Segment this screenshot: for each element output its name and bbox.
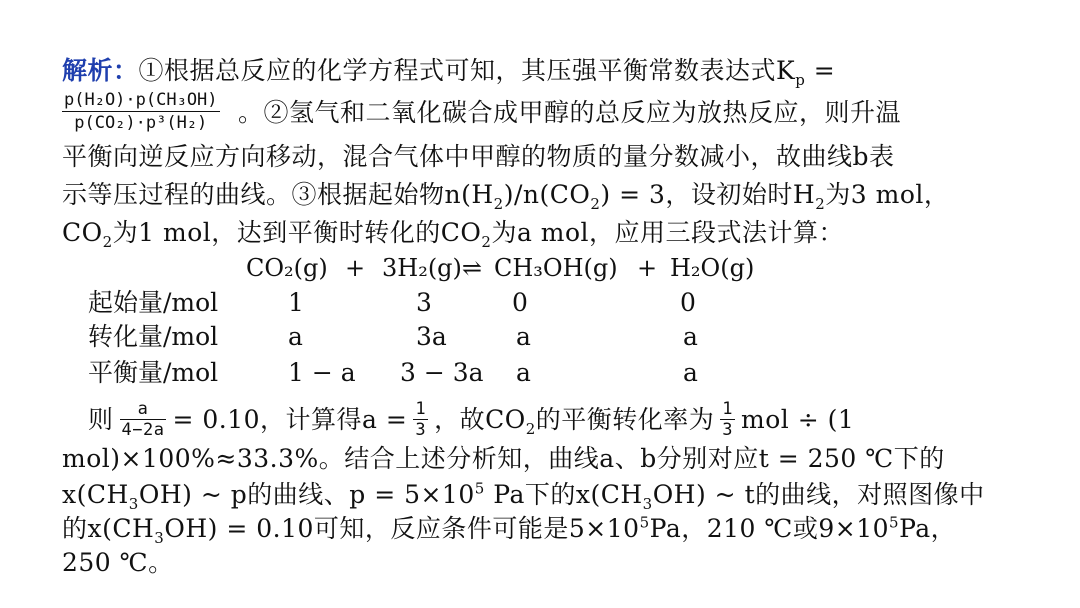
analysis-text: OH) ~ p的曲线、p = 5×10 bbox=[138, 480, 475, 509]
table-cell: 1 − a bbox=[288, 358, 356, 387]
superscript: 5 bbox=[474, 479, 485, 498]
fraction-denominator: 3 bbox=[415, 420, 427, 440]
table-cell: a bbox=[516, 358, 531, 387]
analysis-text: 250 ℃。 bbox=[62, 548, 174, 577]
analysis-text: 则 bbox=[88, 405, 114, 434]
subscript: 3 bbox=[642, 495, 653, 513]
subscript: 2 bbox=[102, 233, 113, 251]
table-cell: a bbox=[288, 322, 303, 351]
analysis-text: 示等压过程的曲线。③根据起始物n(H bbox=[62, 180, 494, 209]
kp-subscript: p bbox=[795, 71, 806, 89]
equation-h2o: H₂O(g) bbox=[670, 254, 755, 282]
analysis-text: OH) ~ t的曲线，对照图像中 bbox=[652, 480, 985, 509]
equation-plus-2: + bbox=[637, 254, 658, 282]
equals-sign: = bbox=[805, 56, 836, 85]
equation-h2: 3H₂(g)⇌ bbox=[382, 254, 483, 282]
analysis-line-11 bbox=[62, 444, 945, 474]
analysis-text: 。②氢气和二氧化碳合成甲醇的总反应为放热反应，则升温 bbox=[238, 98, 902, 127]
equation-co2: CO₂(g) bbox=[246, 254, 328, 282]
analysis-text: Pa下的x(CH bbox=[484, 480, 643, 509]
analysis-line-12 bbox=[62, 479, 985, 513]
analysis-line-2 bbox=[238, 98, 901, 128]
row-label-equilibrium: 平衡量/mol bbox=[88, 358, 219, 387]
analysis-text: mol ÷ (1 bbox=[741, 405, 855, 434]
analysis-text: ) = 3，设初始时H bbox=[600, 180, 816, 209]
fraction-numerator: 1 bbox=[722, 399, 734, 419]
one-third-fraction bbox=[413, 399, 428, 440]
kp-fraction bbox=[62, 89, 220, 134]
analysis-text: Pa， bbox=[899, 514, 957, 543]
equation-ch3oh: CH₃OH(g) bbox=[494, 254, 618, 282]
analysis-text: ①根据总反应的化学方程式可知，其压强平衡常数表达式K bbox=[138, 56, 796, 85]
analysis-line-13 bbox=[62, 513, 957, 547]
table-cell: 0 bbox=[512, 288, 528, 317]
analysis-text: 的x(CH bbox=[62, 514, 155, 543]
table-cell: 0 bbox=[680, 288, 696, 317]
analysis-text: mol)×100%≈33.3%。结合上述分析知，曲线a、b分别对应t = 250 ℃下的 bbox=[62, 444, 945, 473]
subscript: 3 bbox=[128, 495, 139, 513]
analysis-text: ，故CO bbox=[434, 405, 526, 434]
one-third-fraction bbox=[720, 399, 735, 440]
analysis-text: 的平衡转化率为 bbox=[535, 405, 715, 434]
fraction-numerator: a bbox=[120, 399, 167, 420]
analysis-line-14 bbox=[62, 548, 174, 578]
row-label-initial: 起始量/mol bbox=[88, 288, 219, 317]
superscript: 5 bbox=[639, 513, 650, 532]
analysis-text: OH) = 0.10可知，反应条件可能是5×10 bbox=[164, 514, 640, 543]
ratio-fraction bbox=[120, 399, 167, 440]
kp-denominator: p(CO₂)·p³(H₂) bbox=[74, 113, 208, 133]
table-cell: 1 bbox=[288, 288, 304, 317]
table-cell: a bbox=[516, 322, 531, 351]
analysis-text: x(CH bbox=[62, 480, 129, 509]
table-cell: 3 bbox=[416, 288, 432, 317]
subscript: 2 bbox=[590, 195, 601, 213]
analysis-text: 为a mol，应用三段式法计算： bbox=[491, 218, 845, 247]
table-cell: a bbox=[683, 358, 698, 387]
analysis-label: 解析： bbox=[62, 56, 139, 85]
analysis-text: )/n(CO bbox=[503, 180, 591, 209]
table-cell: 3 − 3a bbox=[400, 358, 484, 387]
analysis-line-1 bbox=[62, 56, 836, 89]
subscript: 2 bbox=[525, 420, 536, 438]
analysis-text: 为1 mol，达到平衡时转化的CO bbox=[112, 218, 482, 247]
table-cell: 3a bbox=[416, 322, 447, 351]
analysis-text: 为3 mol， bbox=[825, 180, 950, 209]
analysis-text: CO bbox=[62, 218, 103, 247]
subscript: 2 bbox=[493, 195, 504, 213]
superscript: 5 bbox=[889, 513, 900, 532]
subscript: 2 bbox=[815, 195, 826, 213]
analysis-line-3 bbox=[62, 142, 895, 172]
analysis-text: 平衡向逆反应方向移动，混合气体中甲醇的物质的量分数减小，故曲线b表 bbox=[62, 142, 895, 171]
equation-plus-1: + bbox=[345, 254, 366, 282]
table-cell: a bbox=[683, 322, 698, 351]
fraction-denominator: 4−2a bbox=[121, 420, 165, 440]
fraction-denominator: 3 bbox=[722, 420, 734, 440]
analysis-text: = 0.10，计算得a = bbox=[172, 405, 408, 434]
subscript: 3 bbox=[154, 529, 165, 547]
analysis-text: Pa，210 ℃或9×10 bbox=[649, 514, 890, 543]
fraction-numerator: 1 bbox=[415, 399, 427, 419]
analysis-line-5 bbox=[62, 218, 845, 251]
analysis-line-4 bbox=[62, 180, 950, 213]
analysis-line-10 bbox=[88, 398, 854, 442]
kp-numerator: p(H₂O)·p(CH₃OH) bbox=[64, 90, 218, 110]
row-label-change: 转化量/mol bbox=[88, 322, 219, 351]
subscript: 2 bbox=[481, 233, 492, 251]
